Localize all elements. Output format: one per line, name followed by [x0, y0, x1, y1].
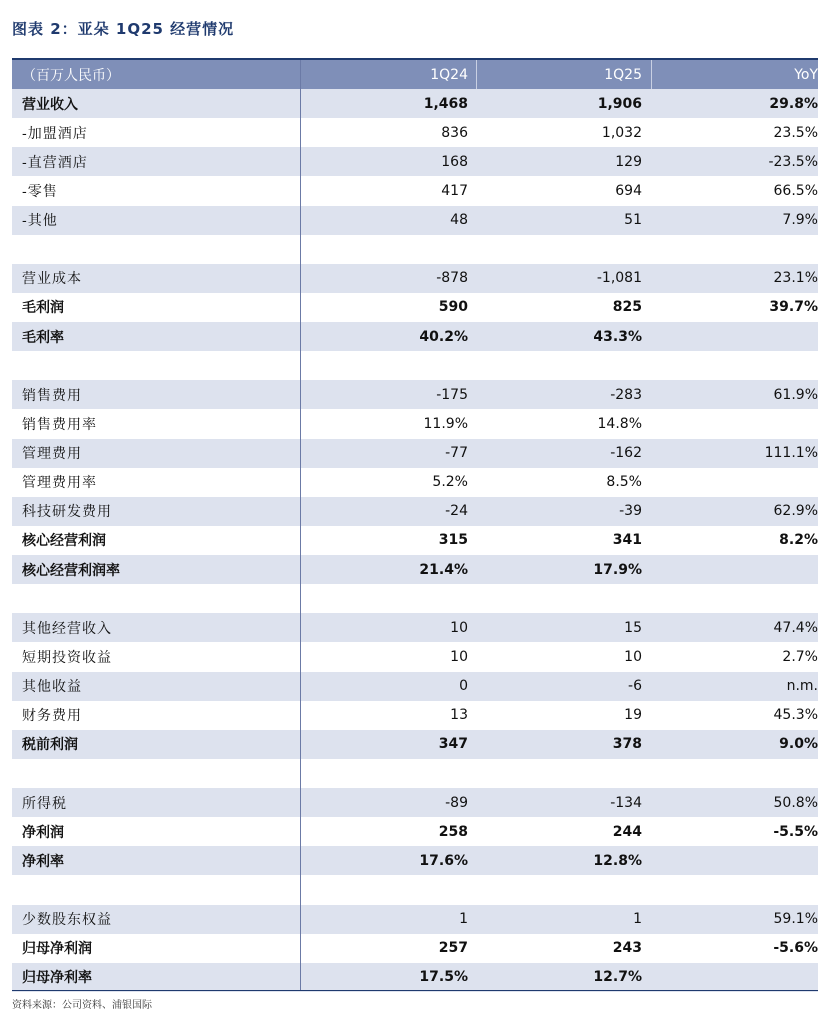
cell-1q24: 40.2%: [419, 328, 468, 345]
cell-1q24: 5.2%: [432, 474, 468, 491]
cell-yoy: n.m.: [786, 678, 818, 695]
cell-yoy: [652, 963, 818, 992]
row-label: 营业收入: [22, 96, 78, 113]
cell-1q25: -134: [610, 794, 642, 811]
table-row: [12, 118, 818, 147]
cell-1q24: 315: [438, 532, 468, 549]
row-label: 销售费用: [22, 387, 82, 404]
cell-1q24: 0: [459, 678, 468, 695]
header-1q24: 1Q24: [430, 66, 468, 83]
row-label: 其他收益: [22, 679, 82, 696]
row-label: 核心经营利润: [22, 533, 106, 550]
table-row: [12, 730, 818, 759]
table-row: [12, 409, 818, 438]
cell-yoy: -23.5%: [768, 153, 818, 170]
table-row: [12, 846, 818, 875]
cell-1q24: 347: [438, 736, 468, 753]
table-row: [12, 89, 818, 118]
table-row: [12, 526, 818, 555]
cell-1q24: [302, 759, 468, 788]
row-label: -其他: [22, 213, 58, 230]
row-label: 营业成本: [22, 271, 82, 288]
row-label: 净利润: [22, 824, 64, 841]
table-row: [12, 235, 818, 264]
cell-1q24: 168: [441, 153, 468, 170]
cell-1q25: -1,081: [596, 270, 642, 287]
table-row: [12, 439, 818, 468]
cell-yoy: [652, 555, 818, 584]
cell-1q25: -162: [610, 445, 642, 462]
cell-1q25: 378: [612, 736, 642, 753]
cell-yoy: -5.5%: [773, 823, 818, 840]
cell-1q25: 19: [624, 707, 642, 724]
cell-1q25: [476, 759, 642, 788]
cell-yoy: 47.4%: [773, 619, 818, 636]
table-row: [12, 963, 818, 992]
cell-1q24: 17.5%: [419, 969, 468, 986]
row-label: 净利率: [22, 853, 64, 870]
cell-1q24: -878: [436, 270, 468, 287]
table-row: [12, 555, 818, 584]
column-divider: [300, 60, 301, 990]
header-divider-2: [651, 60, 652, 89]
row-label: 归母净利润: [22, 941, 92, 958]
row-label: 短期投资收益: [22, 649, 112, 666]
cell-1q24: 17.6%: [419, 852, 468, 869]
cell-yoy: [652, 468, 818, 497]
table-row: [12, 934, 818, 963]
header-1q25: 1Q25: [604, 66, 642, 83]
cell-yoy: 45.3%: [773, 707, 818, 724]
bottom-rule: [12, 990, 818, 991]
row-label: 其他经营收入: [22, 620, 112, 637]
cell-1q25: 1: [633, 911, 642, 928]
cell-1q25: 1,032: [601, 124, 642, 141]
cell-yoy: 2.7%: [782, 648, 818, 665]
cell-1q25: 243: [612, 940, 642, 957]
cell-yoy: 59.1%: [773, 911, 818, 928]
table-row: [12, 759, 818, 788]
cell-1q24: 257: [438, 940, 468, 957]
cell-1q24: 1: [459, 911, 468, 928]
cell-yoy: 23.1%: [773, 270, 818, 287]
row-label: 所得税: [22, 795, 67, 812]
cell-1q24: -89: [445, 794, 468, 811]
row-label: 毛利润: [22, 300, 64, 317]
cell-yoy: 62.9%: [773, 503, 818, 520]
table-row: [12, 351, 818, 380]
cell-1q24: -77: [445, 445, 468, 462]
table-row: [12, 147, 818, 176]
cell-1q24: -24: [445, 503, 468, 520]
cell-1q24: 10: [450, 619, 468, 636]
cell-1q25: 8.5%: [606, 474, 642, 491]
cell-1q25: 14.8%: [597, 415, 642, 432]
source-note: 资料来源：公司资料、浦银国际: [12, 1000, 152, 1011]
cell-yoy: [652, 235, 818, 264]
cell-yoy: -5.6%: [773, 940, 818, 957]
table-row: [12, 176, 818, 205]
cell-1q24: [302, 584, 468, 613]
cell-1q24: 590: [438, 299, 468, 316]
row-label: 财务费用: [22, 708, 82, 725]
row-label: 归母净利率: [22, 970, 92, 987]
cell-yoy: 39.7%: [769, 299, 818, 316]
cell-yoy: [652, 351, 818, 380]
cell-1q24: 13: [450, 707, 468, 724]
cell-1q25: 10: [624, 648, 642, 665]
cell-1q24: [302, 875, 468, 904]
table-row: [12, 672, 818, 701]
cell-1q25: 1,906: [597, 95, 642, 112]
table-row: [12, 788, 818, 817]
financial-table: [12, 89, 818, 992]
cell-1q25: 129: [615, 153, 642, 170]
row-label: 税前利润: [22, 737, 78, 754]
cell-yoy: [652, 322, 818, 351]
row-label: -加盟酒店: [22, 125, 88, 142]
table-row: [12, 701, 818, 730]
cell-1q25: 694: [615, 182, 642, 199]
table-row: [12, 613, 818, 642]
row-label: 销售费用率: [22, 416, 97, 433]
row-label: 核心经营利润率: [22, 562, 120, 579]
cell-1q25: 17.9%: [593, 561, 642, 578]
cell-yoy: [652, 875, 818, 904]
cell-yoy: 61.9%: [773, 386, 818, 403]
row-label: 毛利率: [22, 329, 64, 346]
cell-yoy: [652, 584, 818, 613]
table-row: [12, 584, 818, 613]
cell-1q24: -175: [436, 386, 468, 403]
table-row: [12, 206, 818, 235]
figure-title: 图表 2：亚朵 1Q25 经营情况: [12, 20, 235, 38]
cell-1q24: 417: [441, 182, 468, 199]
header-divider-1: [476, 60, 477, 89]
table-row: [12, 875, 818, 904]
cell-yoy: 111.1%: [764, 445, 818, 462]
table-row: [12, 817, 818, 846]
cell-1q25: -283: [610, 386, 642, 403]
table-header: [12, 60, 818, 89]
row-label: 少数股东权益: [22, 912, 112, 929]
cell-1q25: [476, 235, 642, 264]
cell-1q25: -39: [619, 503, 642, 520]
cell-1q25: 12.8%: [593, 852, 642, 869]
cell-1q24: 10: [450, 648, 468, 665]
cell-yoy: [652, 409, 818, 438]
table-row: [12, 293, 818, 322]
cell-1q24: 21.4%: [419, 561, 468, 578]
row-label: 管理费用率: [22, 475, 97, 492]
cell-yoy: 50.8%: [773, 794, 818, 811]
cell-1q24: 1,468: [423, 95, 468, 112]
cell-1q25: 825: [612, 299, 642, 316]
cell-1q25: [476, 584, 642, 613]
cell-1q25: [476, 875, 642, 904]
cell-yoy: 7.9%: [782, 212, 818, 229]
header-unit-label: （百万人民币）: [22, 67, 120, 84]
cell-1q25: 43.3%: [593, 328, 642, 345]
cell-yoy: [652, 846, 818, 875]
table-row: [12, 905, 818, 934]
cell-1q24: 48: [450, 212, 468, 229]
cell-yoy: 29.8%: [769, 95, 818, 112]
table-row: [12, 380, 818, 409]
header-yoy: YoY: [794, 66, 818, 83]
cell-1q24: 11.9%: [423, 415, 468, 432]
cell-yoy: 8.2%: [779, 532, 818, 549]
cell-yoy: 9.0%: [779, 736, 818, 753]
cell-1q25: 244: [612, 823, 642, 840]
cell-1q25: 15: [624, 619, 642, 636]
table-row: [12, 264, 818, 293]
cell-yoy: 23.5%: [773, 124, 818, 141]
row-label: -零售: [22, 183, 58, 200]
table-row: [12, 642, 818, 671]
table-row: [12, 468, 818, 497]
table-row: [12, 322, 818, 351]
cell-1q25: 12.7%: [593, 969, 642, 986]
cell-yoy: 66.5%: [773, 182, 818, 199]
row-label: 管理费用: [22, 446, 82, 463]
cell-1q24: 258: [438, 823, 468, 840]
cell-1q25: -6: [628, 678, 642, 695]
table-row: [12, 497, 818, 526]
cell-1q24: 836: [441, 124, 468, 141]
cell-yoy: [652, 759, 818, 788]
cell-1q24: [302, 351, 468, 380]
cell-1q24: [302, 235, 468, 264]
cell-1q25: 51: [624, 212, 642, 229]
row-label: -直营酒店: [22, 154, 88, 171]
cell-1q25: [476, 351, 642, 380]
cell-1q25: 341: [612, 532, 642, 549]
row-label: 科技研发费用: [22, 504, 112, 521]
